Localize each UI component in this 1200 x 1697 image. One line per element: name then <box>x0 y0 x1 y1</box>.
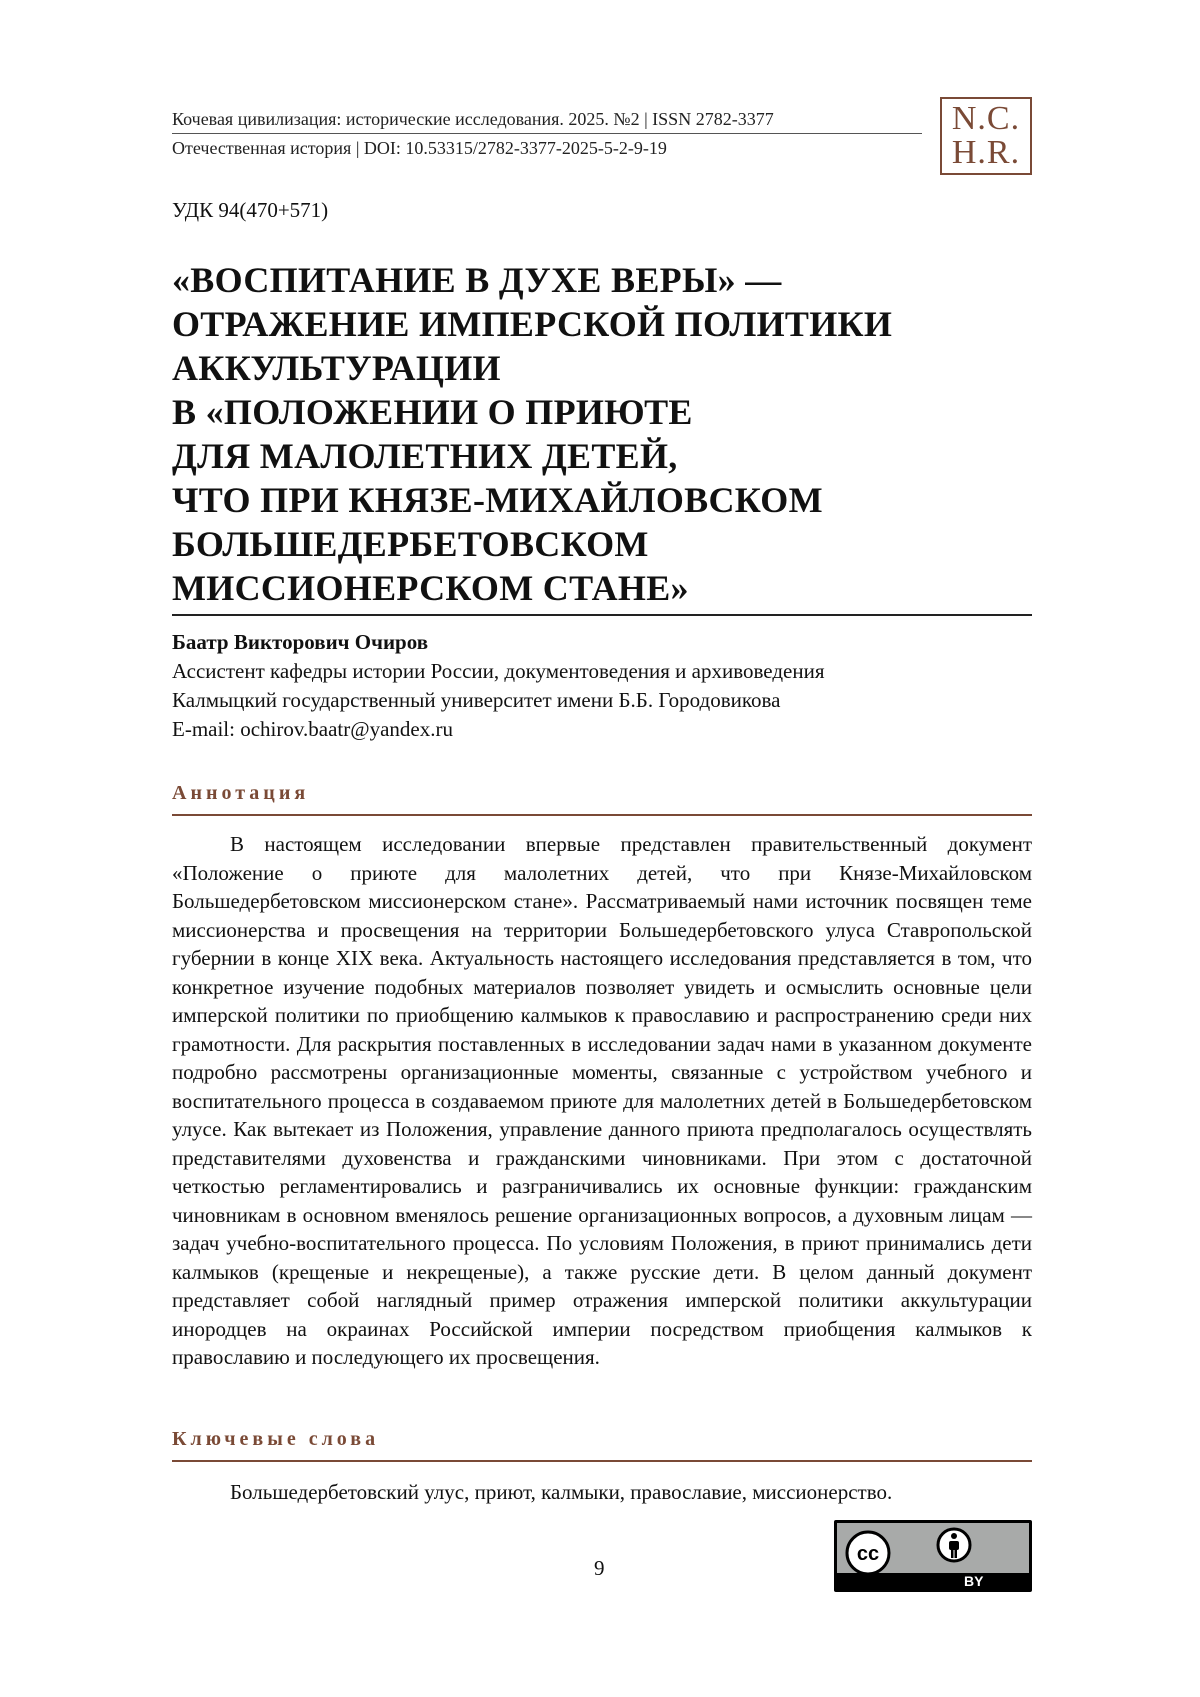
author-name: Баатр Викторович Очиров <box>172 630 429 654</box>
section-doi-line: Отечественная история | DOI: 10.53315/2782-3377-2025-5-2-9-19 <box>172 138 667 158</box>
title-line: ДЛЯ МАЛОЛЕТНИХ ДЕТЕЙ, <box>172 436 678 476</box>
license-badge-panel <box>837 1523 1029 1573</box>
cc-by-license-badge <box>834 1520 1032 1592</box>
logo-bottom: H.R. <box>951 134 1021 171</box>
abstract-text: В настоящем исследовании впервые представлен правительственный документ «Положение о приюте для малолетних детей, что при Князе-Михайловском Большедербетовском миссионерском стане». Рассматриваемый нами источник посвящен теме миссионерства и просвещения на территории Большедербетовского улуса Ставропольской губернии в конце XIX века. Актуальность настоящего исследования представляется в том, что конкретное изучение подобных материалов позволяет увидеть и осмыслить основные цели имперской политики по приобщению калмыков к православию и распространению среди них грамотности. Для раскрытия поставленных в исследовании задач нами в указанном документе подробно рассмотрены организационные моменты, связанные с устройством учебного и воспитательного процесса в создаваемом приюте для малолетних детей в Большедербетовском улусе. Как вытекает из Положения, управление данного приюта предполагалось осуществлять представителями духовенства и гражданскими чиновниками. При этом с достаточной четкостью регламентировались и разграничивались их основные функции: гражданским чиновникам в основном вменялось решение организационных вопросов, а духовным лицам — задач учебно-воспитательного процесса. По условиям Положения, в приют принимались дети калмыков (крещеные и некрещеные), а также русские дети. В целом данный документ представляет собой наглядный пример отражения имперской политики аккультурации инородцев на окраинах Российской империи посредством приобщения калмыков к православию и последующего их просвещения. <box>172 832 1032 1369</box>
udk-code: УДК 94(470+571) <box>172 198 329 222</box>
title-line: АККУЛЬТУРАЦИИ <box>172 348 501 388</box>
title-line: В «ПОЛОЖЕНИИ О ПРИЮТЕ <box>172 392 693 432</box>
keywords-divider <box>172 1460 1032 1462</box>
journal-logo <box>940 97 1032 175</box>
abstract-divider <box>172 814 1032 816</box>
author-block <box>172 628 824 744</box>
author-affiliation: Калмыцкий государственный университет имени Б.Б. Городовикова <box>172 688 781 712</box>
article-title <box>172 258 1052 610</box>
running-header <box>172 108 922 159</box>
page-number: 9 <box>594 1556 605 1580</box>
title-line: ЧТО ПРИ КНЯЗЕ-МИХАЙЛОВСКОМ <box>172 480 823 520</box>
by-label: BY <box>964 1573 984 1589</box>
abstract-heading: Аннотация <box>172 782 310 804</box>
title-line: БОЛЬШЕДЕРБЕТОВСКОМ <box>172 524 649 564</box>
journal-line: Кочевая цивилизация: исторические исследования. 2025. №2 | ISSN 2782-3377 <box>172 108 922 134</box>
title-line: ОТРАЖЕНИЕ ИМПЕРСКОЙ ПОЛИТИКИ <box>172 304 893 344</box>
keywords-heading: Ключевые слова <box>172 1428 380 1450</box>
logo-top: N.C. <box>951 100 1021 137</box>
title-line: «ВОСПИТАНИЕ В ДУХЕ ВЕРЫ» — <box>172 260 782 300</box>
keywords-text: Большедербетовский улус, приют, калмыки, православие, миссионерство. <box>230 1480 893 1504</box>
cc-by-icon <box>837 1523 1029 1573</box>
author-email: E-mail: ochirov.baatr@yandex.ru <box>172 717 453 741</box>
title-line: МИССИОНЕРСКОМ СТАНЕ» <box>172 568 689 608</box>
svg-text:cc: cc <box>856 1543 880 1565</box>
title-divider <box>172 614 1032 616</box>
author-position: Ассистент кафедры истории России, документоведения и архивоведения <box>172 659 825 683</box>
